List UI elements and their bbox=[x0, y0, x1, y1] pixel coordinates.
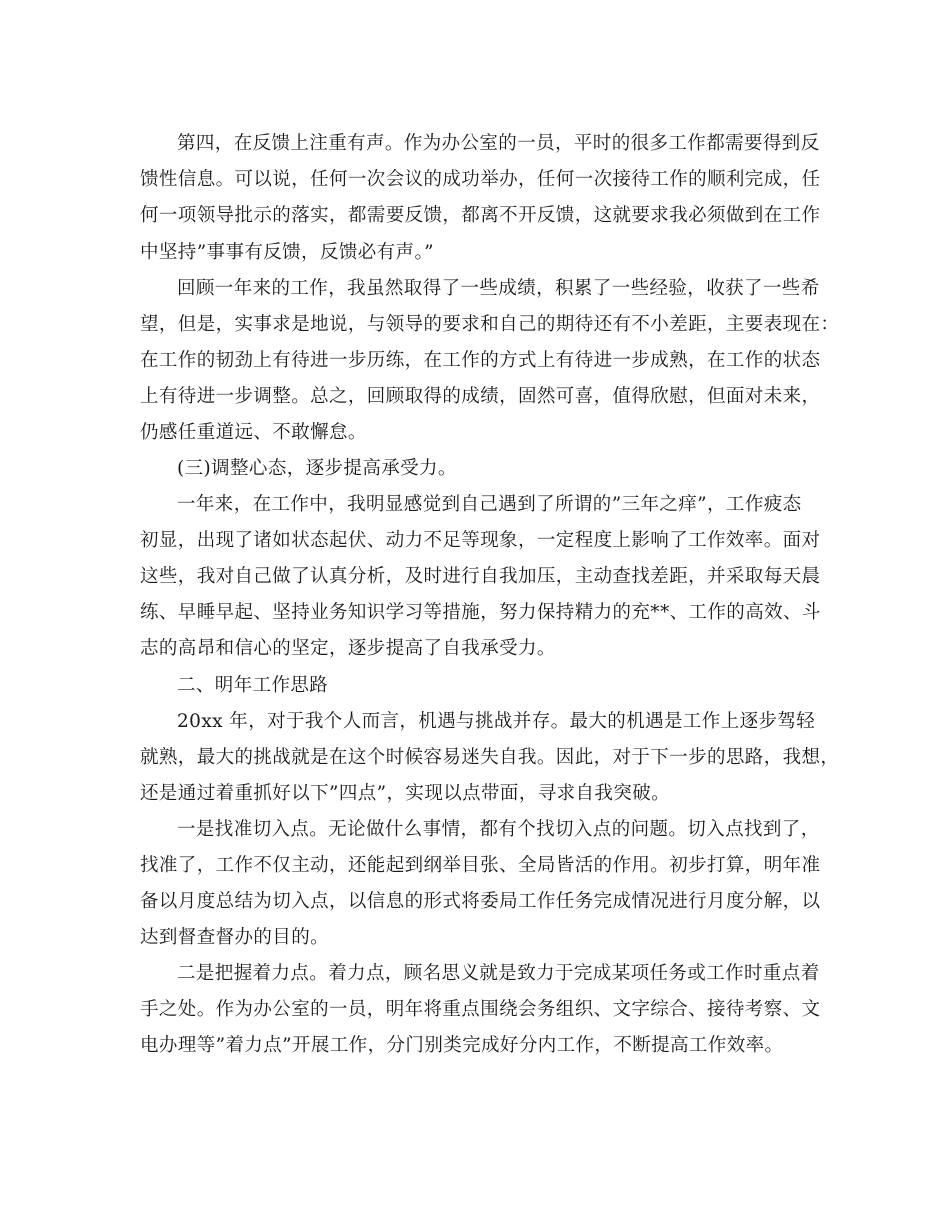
text-line: 中坚持”事事有反馈，反馈必有声。” bbox=[140, 242, 434, 263]
text-line: 一年来，在工作中，我明显感觉到自己遇到了所谓的”三年之痒”，工作疲态 bbox=[177, 494, 802, 515]
text-line: 初显，出现了诸如状态起伏、动力不足等现象，一定程度上影响了工作效率。面对 bbox=[140, 530, 821, 551]
text-line: 达到督查督办的目的。 bbox=[140, 927, 330, 948]
text-line: 二是把握着力点。着力点，顾名思义就是致力于完成某项任务或工作时重点着 bbox=[177, 963, 820, 984]
text-line: 上有待进一步调整。总之，回顾取得的成绩，固然可喜，值得欣慰，但面对未来， bbox=[140, 386, 821, 407]
text-line: 这些，我对自己做了认真分析，及时进行自我加压，主动查找差距，并采取每天晨 bbox=[140, 566, 821, 587]
text-line: 练、早睡早起、坚持业务知识学习等措施，努力保持精力的充**、工作的高效、斗 bbox=[140, 602, 821, 623]
text-line: 一是找准切入点。无论做什么事情，都有个找切入点的问题。切入点找到了， bbox=[177, 819, 820, 840]
text-line: 手之处。作为办公室的一员，明年将重点围绕会务组织、文字综合、接待考察、文 bbox=[140, 999, 821, 1020]
text-line: 仍感任重道远、不敢懈怠。 bbox=[140, 422, 367, 443]
text-line: 20xx 年，对于我个人而言，机遇与挑战并存。最大的机遇是工作上逐步驾轻 bbox=[177, 711, 816, 732]
text-line: 就熟，最大的挑战就是在这个时候容易迷失自我。因此，对于下一步的思路，我想， bbox=[140, 747, 840, 768]
text-line: 望，但是，实事求是地说，与领导的要求和自己的期待还有不小差距，主要表现在： bbox=[140, 314, 840, 335]
text-line: 电办理等”着力点”开展工作，分门别类完成好分内工作，不断提高工作效率。 bbox=[140, 1035, 784, 1056]
text-line: 志的高昂和信心的坚定，逐步提高了自我承受力。 bbox=[140, 638, 556, 659]
text-line: 回顾一年来的工作，我虽然取得了一些成绩，积累了一些经验，收获了一些希 bbox=[177, 278, 820, 299]
section-heading: 二、明年工作思路 bbox=[177, 675, 329, 696]
text-line: 第四，在反馈上注重有声。作为办公室的一员，平时的很多工作都需要得到反 bbox=[177, 133, 820, 154]
section-heading: (三)调整心态，逐步提高承受力。 bbox=[177, 458, 457, 479]
text-line: 何一项领导批示的落实，都需要反馈，都离不开反馈，这就要求我必须做到在工作 bbox=[140, 205, 821, 226]
text-line: 备以月度总结为切入点，以信息的形式将委局工作任务完成情况进行月度分解，以 bbox=[140, 891, 821, 912]
text-line: 找准了，工作不仅主动，还能起到纲举目张、全局皆活的作用。初步打算，明年准 bbox=[140, 855, 821, 876]
text-line: 在工作的韧劲上有待进一步历练，在工作的方式上有待进一步成熟，在工作的状态 bbox=[140, 350, 821, 371]
text-line: 馈性信息。可以说，任何一次会议的成功举办，任何一次接待工作的顺利完成，任 bbox=[140, 169, 821, 190]
text-line: 还是通过着重抓好以下”四点”，实现以点带面，寻求自我突破。 bbox=[140, 783, 671, 804]
